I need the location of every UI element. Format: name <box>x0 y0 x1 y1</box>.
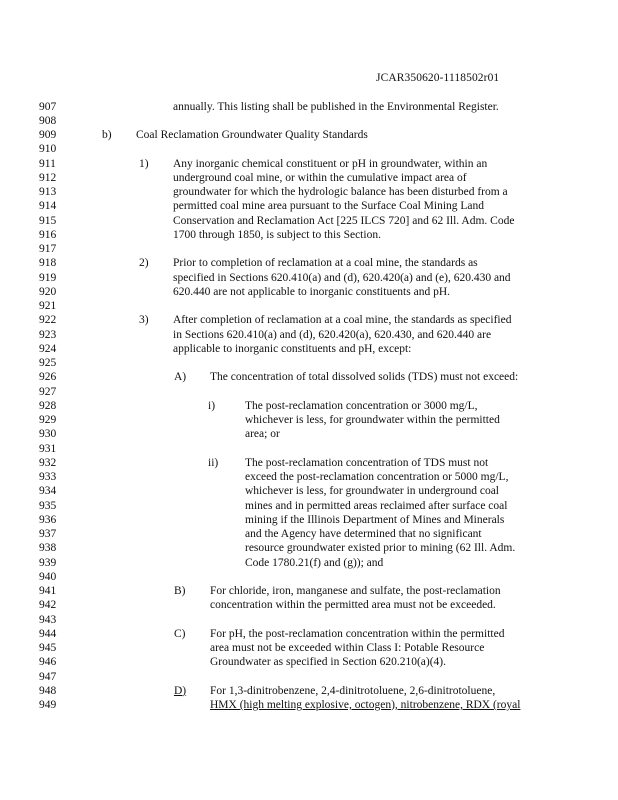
line-number: 949 <box>39 699 57 711</box>
document-line <box>0 598 618 612</box>
line-number: 908 <box>39 114 57 127</box>
document-id-header: JCAR350620-1118502r01 <box>376 72 500 84</box>
document-line <box>0 470 618 484</box>
line-number: 913 <box>39 186 57 198</box>
line-number: 930 <box>39 428 57 441</box>
outline-marker: b) <box>102 129 112 141</box>
document-line <box>0 313 618 327</box>
document-line <box>0 641 618 655</box>
document-line <box>0 228 618 242</box>
document-line <box>0 157 618 171</box>
outline-marker: 2) <box>139 257 149 270</box>
line-number: 931 <box>39 442 57 455</box>
line-number: 920 <box>39 285 57 298</box>
document-line <box>0 114 618 128</box>
line-number: 938 <box>39 542 57 555</box>
document-line <box>0 199 618 213</box>
line-text: groundwater for which the hydrologic balance has been disturbed from a <box>173 186 508 198</box>
document-line <box>0 570 618 584</box>
line-text: permitted coal mine area pursuant to the Surface Coal Mining Land <box>173 200 485 213</box>
outline-marker: C) <box>174 627 186 640</box>
line-text: Any inorganic chemical constituent or pH in groundwater, within an <box>173 157 488 170</box>
line-number: 948 <box>39 684 57 697</box>
line-text: mining if the Illinois Department of Mines and Minerals <box>245 513 505 526</box>
line-text: For 1,3-dinitrobenzene, 2,4-dinitrotoluene, 2,6-dinitrotoluene, <box>210 684 496 697</box>
document-line <box>0 413 618 427</box>
line-text: resource groundwater existed prior to mining (62 Ill. Adm. <box>245 542 516 555</box>
line-number: 946 <box>39 656 57 669</box>
document-line <box>0 142 618 156</box>
document-line <box>0 627 618 641</box>
line-text: annually. This listing shall be published in the Environmental Register. <box>173 100 499 113</box>
line-number: 927 <box>39 385 57 398</box>
line-number: 947 <box>39 670 57 683</box>
line-number: 937 <box>39 528 57 540</box>
line-number: 923 <box>39 328 57 341</box>
outline-marker: 3) <box>139 314 149 327</box>
line-text: For chloride, iron, manganese and sulfate, the post-reclamation <box>210 585 501 597</box>
line-number: 945 <box>39 642 57 654</box>
document-line <box>0 256 618 270</box>
line-text: underground coal mine, or within the cumulative impact area of <box>173 171 467 184</box>
line-number: 942 <box>39 599 57 612</box>
document-line <box>0 527 618 541</box>
line-text: The post-reclamation concentration or 3000 mg/L, <box>245 399 478 412</box>
line-number: 943 <box>39 613 57 626</box>
line-number: 918 <box>39 257 57 270</box>
document-line <box>0 128 618 142</box>
document-line <box>0 385 618 399</box>
document-line <box>0 100 618 114</box>
line-text: Conservation and Reclamation Act [225 ILCS 720] and 62 Ill. Adm. Code <box>173 214 515 227</box>
line-number: 916 <box>39 228 57 241</box>
document-line <box>0 541 618 555</box>
document-line <box>0 214 618 228</box>
document-line <box>0 684 618 698</box>
document-line <box>0 299 618 313</box>
line-number: 924 <box>39 342 57 355</box>
line-text: For pH, the post-reclamation concentration within the permitted <box>210 627 505 640</box>
line-number: 940 <box>39 570 57 583</box>
outline-marker: 1) <box>139 157 149 170</box>
document-line <box>0 670 618 684</box>
line-number: 932 <box>39 456 57 469</box>
document-line <box>0 427 618 441</box>
line-number: 910 <box>39 143 57 156</box>
line-text: whichever is less, for groundwater within the permitted <box>245 414 500 426</box>
document-line <box>0 285 618 299</box>
line-number: 909 <box>39 129 57 141</box>
document-line <box>0 698 618 712</box>
line-number: 934 <box>39 485 57 498</box>
line-text: The post-reclamation concentration of TDS must not <box>245 456 489 469</box>
line-text: 1700 through 1850, is subject to this Section. <box>173 228 381 241</box>
line-number: 929 <box>39 414 57 426</box>
line-text: mines and in permitted areas reclaimed after surface coal <box>245 499 508 512</box>
line-number: 925 <box>39 357 57 369</box>
document-line <box>0 271 618 285</box>
document-line <box>0 442 618 456</box>
line-number: 933 <box>39 471 57 483</box>
outline-marker: A) <box>174 371 187 384</box>
line-number: 914 <box>39 200 57 213</box>
document-line <box>0 499 618 513</box>
line-number: 928 <box>39 399 57 412</box>
document-line <box>0 356 618 370</box>
line-text: After completion of reclamation at a coal mine, the standards as specified <box>173 314 512 327</box>
document-line <box>0 342 618 356</box>
line-number: 922 <box>39 314 57 327</box>
line-text: in Sections 620.410(a) and (d), 620.420(a), 620.430, and 620.440 are <box>173 328 492 341</box>
outline-marker: D) <box>174 684 187 697</box>
document-line <box>0 185 618 199</box>
line-text: applicable to inorganic constituents and pH, except: <box>173 342 412 355</box>
line-text: concentration within the permitted area must not be exceeded. <box>210 599 496 612</box>
document-line <box>0 584 618 598</box>
document-line <box>0 613 618 627</box>
line-number: 936 <box>39 513 57 526</box>
line-number: 911 <box>39 157 56 170</box>
line-number: 919 <box>39 271 57 284</box>
line-text: area; or <box>245 428 280 441</box>
document-line <box>0 655 618 669</box>
outline-marker: i) <box>208 399 216 412</box>
document-line <box>0 242 618 256</box>
outline-marker: B) <box>174 585 186 597</box>
document-line <box>0 556 618 570</box>
line-number: 907 <box>39 100 57 113</box>
line-number: 935 <box>39 499 57 512</box>
line-text: exceed the post-reclamation concentration or 5000 mg/L, <box>245 471 509 483</box>
document-line <box>0 484 618 498</box>
document-line <box>0 171 618 185</box>
line-text: Code 1780.21(f) and (g)); and <box>245 556 384 569</box>
line-text: Prior to completion of reclamation at a coal mine, the standards as <box>173 257 478 270</box>
document-line <box>0 513 618 527</box>
line-number: 939 <box>39 556 57 569</box>
line-text: HMX (high melting explosive, octogen), nitrobenzene, RDX (royal <box>210 699 521 711</box>
document-line <box>0 370 618 384</box>
line-text: The concentration of total dissolved solids (TDS) must not exceed: <box>210 371 519 384</box>
line-number: 912 <box>39 171 57 184</box>
line-number: 915 <box>39 214 57 227</box>
document-line <box>0 456 618 470</box>
document-line <box>0 399 618 413</box>
line-text: 620.440 are not applicable to inorganic constituents and pH. <box>173 285 450 298</box>
line-text: area must not be exceeded within Class I: Potable Resource <box>210 642 485 654</box>
line-text: whichever is less, for groundwater in underground coal <box>245 485 499 498</box>
line-number: 921 <box>39 300 57 312</box>
line-number: 941 <box>39 585 57 597</box>
line-number: 944 <box>39 627 57 640</box>
document-line <box>0 328 618 342</box>
line-text: specified in Sections 620.410(a) and (d), 620.420(a) and (e), 620.430 and <box>173 271 511 284</box>
line-text: Coal Reclamation Groundwater Quality Standards <box>136 129 368 141</box>
line-text: Groundwater as specified in Section 620.210(a)(4). <box>210 656 446 669</box>
outline-marker: ii) <box>208 456 219 469</box>
line-number: 917 <box>39 243 57 255</box>
line-text: and the Agency have determined that no significant <box>245 528 482 540</box>
line-number: 926 <box>39 371 57 384</box>
